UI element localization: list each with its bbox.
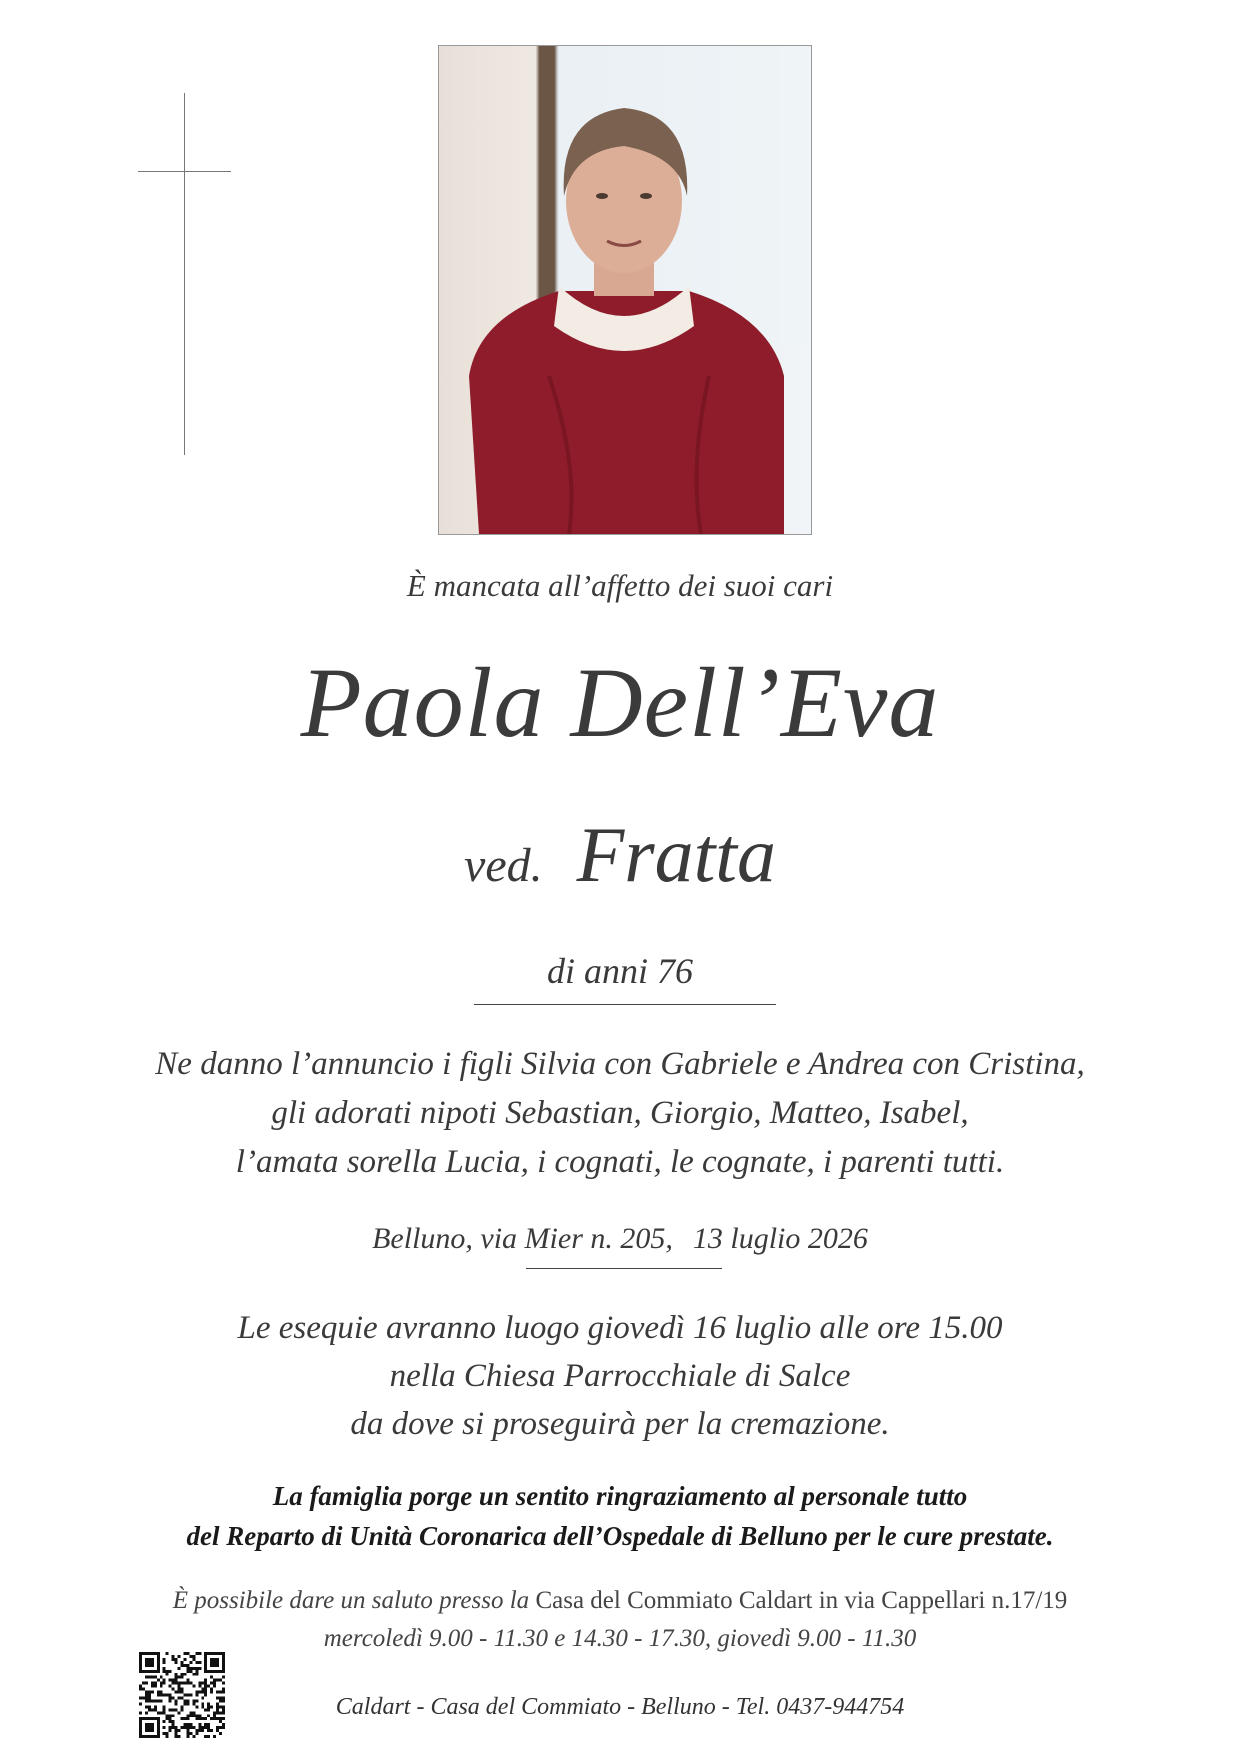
thanks-line: del Reparto di Unità Coronarica dell’Ospedale di Belluno per le cure prestate. — [186, 1521, 1054, 1551]
portrait-photo — [438, 45, 812, 535]
divider-age — [474, 1004, 776, 1005]
announcement — [0, 1040, 1240, 1187]
visit-info — [0, 1582, 1240, 1658]
funeral-line: nella Chiesa Parrocchiale di Salce — [389, 1358, 851, 1394]
place-date-value: 13 luglio 2026 — [692, 1222, 868, 1255]
cross-icon-vertical — [184, 93, 185, 455]
widow-surname: Fratta — [576, 811, 776, 898]
visit-place: Casa del Commiato Caldart in via Cappellari n.17/19 — [535, 1587, 1068, 1614]
footer-contact: Caldart - Casa del Commiato - Belluno - Tel. 0437-944754 — [335, 1694, 905, 1720]
funeral-info — [0, 1304, 1240, 1448]
funeral-line: Le esequie avranno luogo giovedì 16 luglio alle ore 15.00 — [237, 1310, 1003, 1346]
divider-place — [526, 1268, 722, 1269]
announcement-line: Ne danno l’annuncio i figli Silvia con Gabriele e Andrea con Cristina, — [155, 1046, 1085, 1082]
visit-prefix: È possibile dare un saluto presso la — [172, 1587, 530, 1614]
age-label: di anni 76 — [546, 951, 693, 991]
widow-line — [0, 810, 1240, 900]
place-address: Belluno, via Mier n. 205, — [372, 1222, 673, 1255]
funeral-line: da dove si proseguirà per la cremazione. — [350, 1406, 890, 1442]
deceased-name: Paola Dell’Eva — [300, 647, 940, 758]
intro-text: È mancata all’affetto dei suoi cari — [406, 568, 834, 603]
cross-icon-horizontal — [138, 171, 231, 172]
place-date — [0, 1222, 1240, 1256]
thanks-note — [0, 1476, 1240, 1556]
visit-line-1 — [0, 1582, 1240, 1620]
announcement-line: gli adorati nipoti Sebastian, Giorgio, Matteo, Isabel, — [271, 1095, 969, 1131]
widow-prefix: ved. — [464, 839, 543, 892]
visit-hours: mercoledì 9.00 - 11.30 e 14.30 - 17.30, giovedì 9.00 - 11.30 — [323, 1625, 917, 1652]
portrait-illustration — [439, 46, 811, 534]
thanks-line: La famiglia porge un sentito ringraziamento al personale tutto — [272, 1481, 968, 1511]
announcement-line: l’amata sorella Lucia, i cognati, le cognate, i parenti tutti. — [235, 1144, 1005, 1180]
